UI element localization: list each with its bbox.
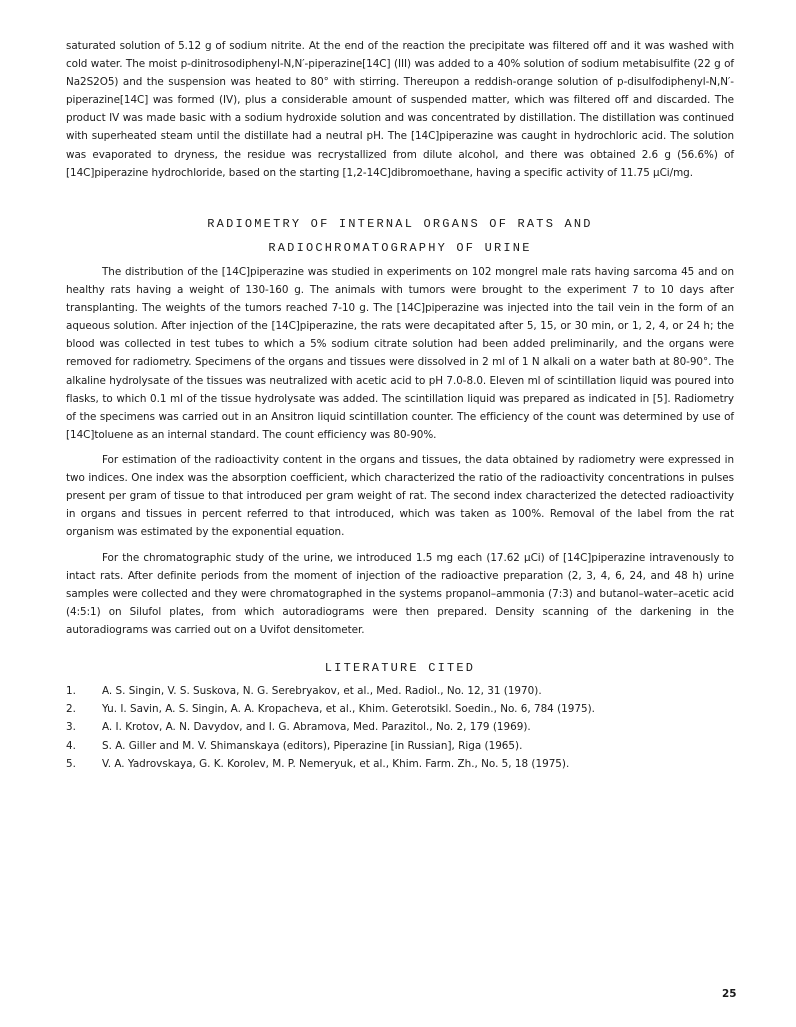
section-heading-line-1: RADIOMETRY OF INTERNAL ORGANS OF RATS AND [207, 217, 593, 231]
paragraph-synthesis-continuation: saturated solution of 5.12 g of sodium nitrite. At the end of the reaction the precipitate was filtered off and it was washed with cold water. The moist p-dinitrosodiphenyl-N,N′-piperazine[14C] (III) was added to a 40% solution of sodium metabisulfite (22 g of Na2S2O5) and the suspension was heated to 80° with stirring. Thereupon a reddish-orange solution of p-disulfodiphenyl-N,N′-piperazine[14C] was formed (IV), plus a considerable amount of suspended matter, which was filtered off and discarded. The product IV was made basic with a sodium hydroxide solution and was concentrated by distillation. The distillation was continued with superheated steam until the distillate had a neutral pH. The [14C]piperazine was caught in hydrochloric acid. The solution was evaporated to dryness, the residue was recrystallized from dilute alcohol, and there was obtained 2.6 g (56.6%) of [14C]piperazine hydrochloride, based on the starting [1,2-14C]dibromoethane, having a specific activity of 11.75 μCi/mg. [66, 40, 734, 179]
reference-text: A. S. Singin, V. S. Suskova, N. G. Serebryakov, et al., Med. Radiol., No. 12, 31 (1970). [102, 685, 542, 697]
reference-item [66, 737, 734, 755]
reference-item [66, 700, 734, 718]
reference-number: 4. [66, 739, 76, 752]
reference-item [66, 718, 734, 736]
reference-number: 1. [66, 685, 76, 697]
paragraph-chromatography: For the chromatographic study of the urine, we introduced 1.5 mg each (17.62 μCi) of [14C]piperazine intravenously to intact rats. After definite periods from the moment of injection of the radioactive preparation (2, 3, 4, 6, 24, and 48 h) urine samples were collected and they were chromatographed in the systems propanol–ammonia (7:3) and butanol–water–acetic acid (4:5:1) on Silufol plates, from which autoradiograms were then prepared. Density scanning of the darkening in the autoradiograms was carried out on a Uvifot densitometer. [66, 552, 734, 637]
paragraph-radiometry: The distribution of the [14C]piperazine was studied in experiments on 102 mongrel male rats having sarcoma 45 and on healthy rats having a weight of 130-160 g. The animals with tumors were brought to the experiment 7 to 10 days after transplanting. The weights of the tumors reached 7-10 g. The [14C]piperazine was injected into the tail vein in the form of an aqueous solution. After injection of the [14C]piperazine, the rats were decapitated after 5, 15, or 30 min, or 1, 2, 4, or 24 h; the blood was collected in test tubes to which a 5% sodium citrate solution had been added preliminarily, and the organs were removed for radiometry. Specimens of the organs and tissues were dissolved in 2 ml of 1 N alkali on a water bath at 80-90°. The alkaline hydrolysate of the tissues was neutralized with acetic acid to pH 7.0-8.0. Eleven ml of scintillation liquid was poured into flasks, to which 0.1 ml of the tissue hydrolysate was added. The scintillation liquid was prepared as indicated in [5]. Radiometry of the specimens was carried out in an Ansitron liquid scintillation counter. The efficiency of the count was determined by use of [14C]toluene as an internal standard. The count efficiency was 80-90%. [66, 266, 734, 441]
reference-number: 5. [66, 757, 76, 770]
reference-text: Yu. I. Savin, A. S. Singin, A. A. Kropacheva, et al., Khim. Geterotsikl. Soedin., No. 6, 784 (1975). [102, 703, 595, 716]
reference-item [66, 682, 734, 700]
reference-item [66, 755, 734, 773]
reference-number: 2. [66, 703, 76, 716]
literature-heading: LITERATURE CITED [324, 661, 476, 675]
section-heading-line-2: RADIOCHROMATOGRAPHY OF URINE [268, 241, 532, 255]
reference-number: 3. [66, 721, 76, 734]
paragraph-estimation: For estimation of the radioactivity content in the organs and tissues, the data obtained by radiometry were expressed in two indices. One index was the absorption coefficient, which characterized the ratio of the radioactivity concentrations in pulses present per gram of tissue to that introduced per gram weight of rat. The second index characterized the detected radioactivity in organs and tissues in percent referred to that introduced, which was taken as 100%. Removal of the label from the rat organism was estimated by the exponential equation. [66, 454, 734, 539]
reference-text: A. I. Krotov, A. N. Davydov, and I. G. Abramova, Med. Parazitol., No. 2, 179 (1969). [102, 721, 531, 734]
reference-text: V. A. Yadrovskaya, G. K. Korolev, M. P. Nemeryuk, et al., Khim. Farm. Zh., No. 5, 18 (1975). [102, 757, 570, 770]
page-number: 25 [722, 988, 737, 1000]
reference-text: S. A. Giller and M. V. Shimanskaya (editors), Piperazine [in Russian], Riga (1965). [102, 739, 523, 752]
reference-list [66, 682, 734, 773]
